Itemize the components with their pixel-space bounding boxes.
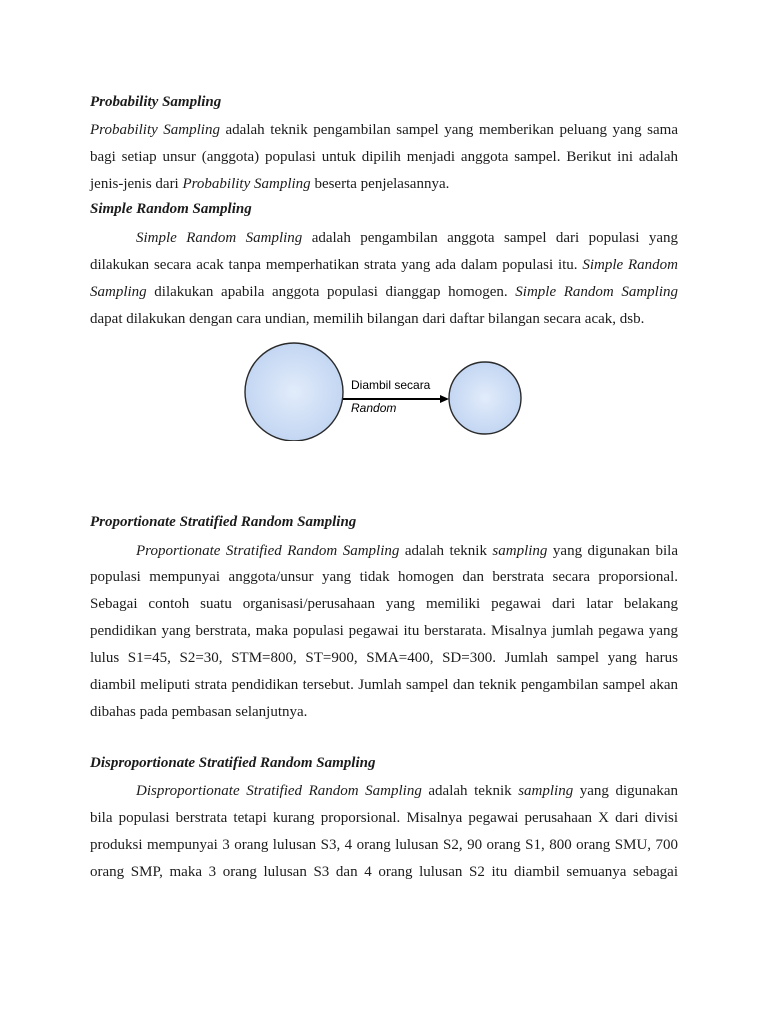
term: Proportionate Stratified Random Sampling xyxy=(136,543,400,559)
text: adalah teknik xyxy=(421,783,519,799)
text: beserta penjelasannya. xyxy=(310,176,450,192)
sampling-diagram xyxy=(243,341,523,441)
paragraph-line xyxy=(136,782,678,800)
arrow-label-line1: Diambil secara xyxy=(351,378,431,392)
term: sampling xyxy=(492,543,548,559)
heading-proportionate-stratified: Proportionate Stratified Random Sampling xyxy=(90,514,357,530)
text: jenis-jenis dari xyxy=(90,176,183,192)
text: yang digunakan xyxy=(573,783,678,799)
paragraph-line: dapat dilakukan dengan cara undian, memilih bilangan dari daftar bilangan secara acak, dsb. xyxy=(90,311,645,327)
paragraph-line xyxy=(136,542,678,560)
heading-disproportionate-stratified: Disproportionate Stratified Random Sampling xyxy=(90,755,376,771)
term: Disproportionate Stratified Random Sampling xyxy=(136,783,422,799)
term: Simple Random Sampling xyxy=(515,284,678,300)
paragraph-line: bagi setiap unsur (anggota) populasi untuk dipilih menjadi anggota sampel. Berikut ini adalah xyxy=(90,149,678,165)
paragraph-line: bila populasi berstrata tetapi kurang proporsional. Misalnya pegawai perusahaan X dari divisi xyxy=(90,810,678,826)
term: Probability Sampling xyxy=(182,176,311,192)
paragraph-line: pendidikan yang berstrata, maka populasi pegawai itu berstarata. Misalnya jumlah pegawa yang xyxy=(90,623,678,639)
paragraph-line: Sebagai contoh suatu organisasi/perusahaan yang memiliki pegawai dari latar belakang xyxy=(90,596,678,612)
paragraph-line xyxy=(90,256,678,274)
heading-simple-random-sampling: Simple Random Sampling xyxy=(90,201,252,217)
text: adalah pengambilan anggota sampel dari populasi yang xyxy=(302,230,678,246)
term: Probability Sampling xyxy=(90,122,220,138)
text: dilakukan secara acak tanpa memperhatikan strata yang ada dalam populasi itu. xyxy=(90,257,583,273)
text: adalah teknik xyxy=(399,543,493,559)
text: adalah teknik pengambilan sampel yang memberikan peluang yang sama xyxy=(219,122,678,138)
paragraph-line xyxy=(90,175,678,193)
arrow-head-icon xyxy=(440,395,449,403)
term: sampling xyxy=(518,783,574,799)
paragraph-line xyxy=(90,121,678,139)
paragraph-line: produksi mempunyai 3 orang lulusan S3, 4 orang lulusan S2, 90 orang S1, 800 orang SMU, 700 xyxy=(90,837,678,853)
term: Simple Random xyxy=(582,257,678,273)
sample-circle xyxy=(449,362,521,434)
paragraph-line xyxy=(136,229,678,247)
paragraph-line: diambil meliputi strata pendidikan tersebut. Jumlah sampel dan teknik pengambilan sampel akan xyxy=(90,677,678,693)
paragraph-line: lulus S1=45, S2=30, STM=800, ST=900, SMA=400, SD=300. Jumlah sampel yang harus xyxy=(90,650,678,666)
term: Simple Random Sampling xyxy=(136,230,303,246)
arrow-label-line2: Random xyxy=(351,401,397,415)
term: Sampling xyxy=(90,284,147,300)
text: yang digunakan bila xyxy=(547,543,678,559)
text: dilakukan apabila anggota populasi dianggap homogen. xyxy=(146,284,516,300)
paragraph-line: orang SMP, maka 3 orang lulusan S3 dan 4 orang lulusan S2 itu diambil semuanya sebagai xyxy=(90,864,678,880)
population-circle xyxy=(245,343,343,441)
paragraph-line: populasi mempunyai anggota/unsur yang tidak homogen dan berstrata secara proporsional. xyxy=(90,569,678,585)
paragraph-line xyxy=(90,283,678,301)
paragraph-line: dibahas pada pembasan selanjutnya. xyxy=(90,704,308,720)
heading-probability-sampling: Probability Sampling xyxy=(90,94,222,110)
